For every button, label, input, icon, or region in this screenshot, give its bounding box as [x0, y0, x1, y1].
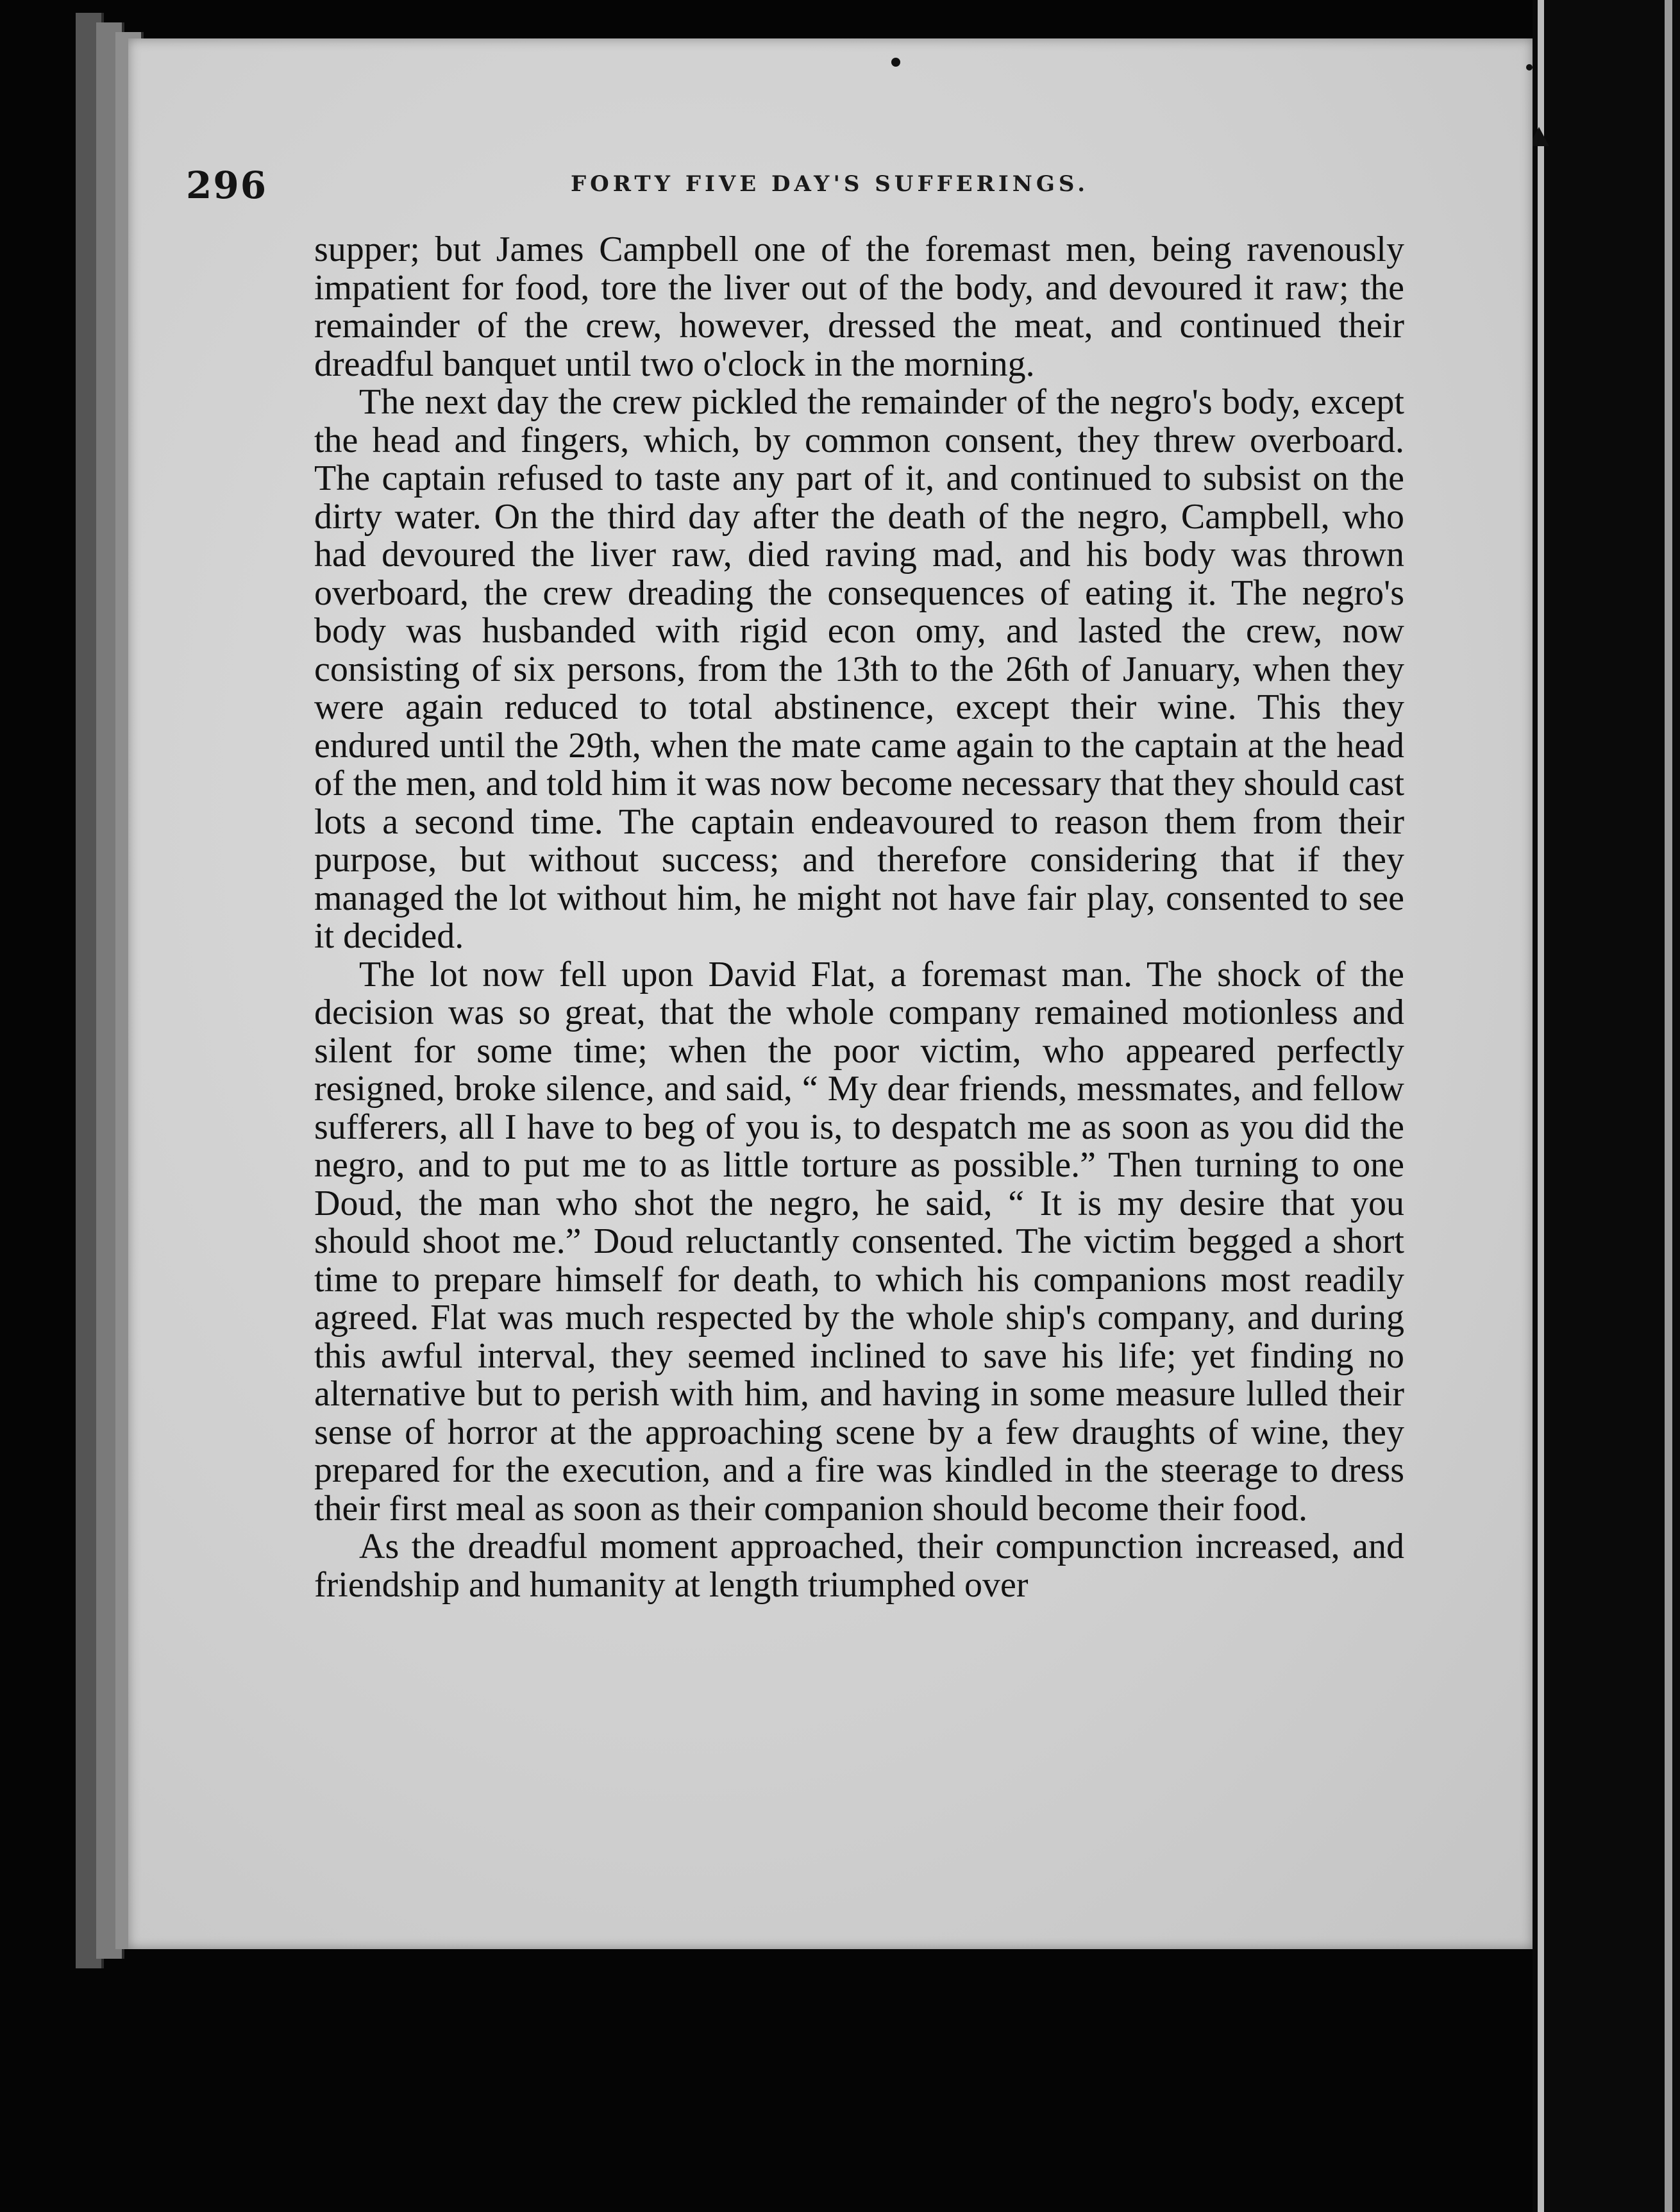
scan-border-rule: [1538, 0, 1544, 2212]
page-number: 296: [186, 163, 268, 207]
speck: [1526, 64, 1533, 71]
scan-border-rule: [1665, 0, 1672, 2212]
paragraph: supper; but James Campbell one of the foremast men, being ravenously impatient for food, tore the liver out of the body, and devoured it raw; the remainder of the crew, however, dressed the meat, and continued their dreadful banquet until two o'clock in the morning.: [314, 230, 1404, 384]
paragraph: The lot now fell upon David Flat, a foremast man. The shock of the decision was so great, that the whole company remained motionless and silent for some time; when the poor victim, who appeared perfectly resigned, broke silence, and said, “ My dear friends, messmates, and fellow sufferers, all I have to beg of you is, to despatch me as soon as you did the negro, and to put me to as little torture as possible.” Then turning to one Doud, the man who shot the negro, he said, “ It is my desire that you should shoot me.” Doud reluctantly consented. The victim begged a short time to prepare himself for death, to which his companions most readily agreed. Flat was much respected by the whole ship's company, and during this awful interval, they seemed inclined to save his life; yet finding no alternative but to perish with him, and having in some measure lulled their sense of horror at the approaching scene by a few draughts of wine, they prepared for the execution, and a fire was kindled in the steerage to dress their first meal as soon as their companion should become their food.: [314, 954, 1404, 1529]
paragraph: As the dreadful moment approached, their compunction increased, and friendship and humanity at length triumphed over: [314, 1527, 1404, 1605]
page-header: [186, 163, 1404, 215]
speck: [891, 58, 900, 67]
scan-border: [1533, 0, 1680, 2212]
body-text: [314, 231, 1404, 1604]
running-head: FORTY FIVE DAY'S SUFFERINGS.: [571, 171, 1089, 197]
paragraph: The next day the crew pickled the remainder of the negro's body, except the head and fingers, which, by common consent, they threw overboard. The captain refused to taste any part of it, and continued to subsist on the dirty water. On the third day after the death of the negro, Campbell, who had devoured the liver raw, died raving mad, and his body was thrown overboard, the crew dreading the consequences of eating it. The negro's body was husbanded with rigid econ omy, and lasted the crew, now consisting of six persons, from the 13th to the 26th of January, when they were again reduced to total abstinence, except their wine. This they endured until the 29th, when the mate came again to the captain at the head of the men, and told him it was now become necessary that they should cast lots a second time. The captain endeavoured to reason them from their purpose, but without success; and therefore considering that if they managed the lot without him, he might not have fair play, consented to see it decided.: [314, 382, 1404, 956]
